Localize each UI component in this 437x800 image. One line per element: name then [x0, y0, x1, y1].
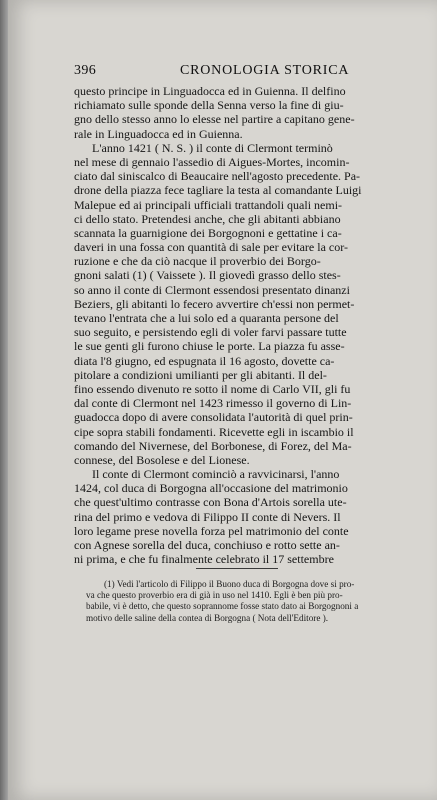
- text-line-2: richiamato sulle sponde della Senna verso la fine di giu-: [74, 98, 344, 113]
- page-number: 396: [74, 63, 97, 78]
- text-line-12: daveri in una fossa con quantità di sale per evitare la cor-: [74, 240, 348, 255]
- footnote-block: [86, 579, 410, 624]
- footnote-line-2: va che questo proverbio era di già in uso nel 1410. Egli è ben più pro-: [86, 590, 343, 601]
- footnote-line-3: babile, vi è detto, che questo soprannome fosse stato dato ai Borgognoni a: [86, 601, 359, 612]
- page-header: [74, 63, 409, 81]
- text-line-33: con Agnese sorella del duca, conchiuso e rotto sette an-: [74, 538, 340, 552]
- text-line-23: dal conte di Clermont nel 1423 rimesso il governo di Lin-: [74, 396, 352, 411]
- footnote-separator: [196, 568, 278, 569]
- text-line-21: pitolare a condizioni umilianti per gli abitanti. Il del-: [74, 367, 327, 382]
- text-line-19: le sue genti gli furono chiuse le porte. La piazza fu asse-: [74, 339, 345, 354]
- footnote-line-1: (1) Vedi l'articolo di Filippo il Buono duca di Borgogna dove si pro-: [104, 579, 355, 589]
- text-line-18: suo seguito, e persistendo egli di voler farvi passare tutte: [74, 325, 347, 340]
- text-line-17: tevano l'entrata che a lui solo ed a quaranta persone del: [74, 311, 339, 325]
- main-text: [74, 84, 410, 566]
- text-line-10: ci dello stato. Pretendesi anche, che gli abitanti abbiano: [74, 211, 341, 226]
- text-line-31: rina del primo e vedova di Filippo II conte di Nevers. Il: [74, 509, 341, 524]
- text-line-7: ciato dal siniscalco di Beaucaire nell'agosto precedente. Pa-: [74, 169, 361, 184]
- text-line-26: comando del Nivernese, del Borbonese, di Forez, del Ma-: [74, 438, 352, 453]
- text-line-11: scannata la guarnigione dei Borgognoni e gettatine i ca-: [74, 225, 342, 240]
- text-line-16: Beziers, gli abitanti lo fecero avvertire ch'essi non permet-: [74, 296, 355, 311]
- text-line-29: 1424, col duca di Borgogna all'occasione del matrimonio: [74, 481, 348, 496]
- book-gutter-shadow: [0, 0, 8, 800]
- text-line-14: gnoni salati (1) ( Vaissete ). Il giovedì grasso dello stes-: [74, 268, 341, 283]
- text-line-24: guadocca dopo di avere consolidata l'autorità di quel prin-: [74, 410, 353, 425]
- text-line-20: diata l'8 giugno, ed espugnata il 16 agosto, dovette ca-: [74, 353, 335, 368]
- text-line-3: gno dello stesso anno lo elesse nel partire a capitano gene-: [74, 112, 355, 127]
- book-page: [8, 0, 437, 800]
- text-line-25: cipe sopra stabili fondamenti. Ricevette egli in iscambio il: [74, 424, 354, 439]
- text-line-32: loro legame prese novella forza pel matrimonio del conte: [74, 523, 349, 538]
- text-line-6: nel mese di gennaio l'assedio di Aigues-Mortes, incomin-: [74, 154, 350, 169]
- running-title: CRONOLOGIA STORICA: [180, 63, 350, 78]
- text-line-4: rale in Linguadocca ed in Guienna.: [74, 126, 243, 141]
- text-line-28: Il conte di Clermont cominciò a ravvicinarsi, l'anno: [92, 467, 340, 482]
- text-line-15: so anno il conte di Clermont essendosi presentato dinanzi: [74, 282, 350, 297]
- text-line-27: connese, del Bosolese e del Lionese.: [74, 452, 250, 467]
- text-line-22: fino essendo divenuto re sotto il nome di Carlo VII, gli fu: [74, 381, 351, 396]
- text-line-9: Malepue ed ai principali ufficiali trattandoli quali nemi-: [74, 197, 343, 212]
- text-line-8: drone della piazza fece tagliare la testa al comandante Luigi: [74, 183, 362, 198]
- text-line-30: che quest'ultimo contrasse con Bona d'Artois sorella ute-: [74, 495, 347, 510]
- text-line-13: ruzione e che da ciò nacque il proverbio dei Borgo-: [74, 254, 321, 269]
- text-line-1: questo principe in Linguadocca ed in Guienna. Il delfino: [74, 84, 346, 98]
- text-line-34: ni prima, e che fu finalmente celebrato il 17 settembre: [74, 552, 334, 567]
- text-line-5: L'anno 1421 ( N. S. ) il conte di Clermont terminò: [92, 140, 333, 155]
- footnote-line-4: motivo delle saline della contea di Borgogna ( Nota dell'Editore ).: [86, 612, 329, 623]
